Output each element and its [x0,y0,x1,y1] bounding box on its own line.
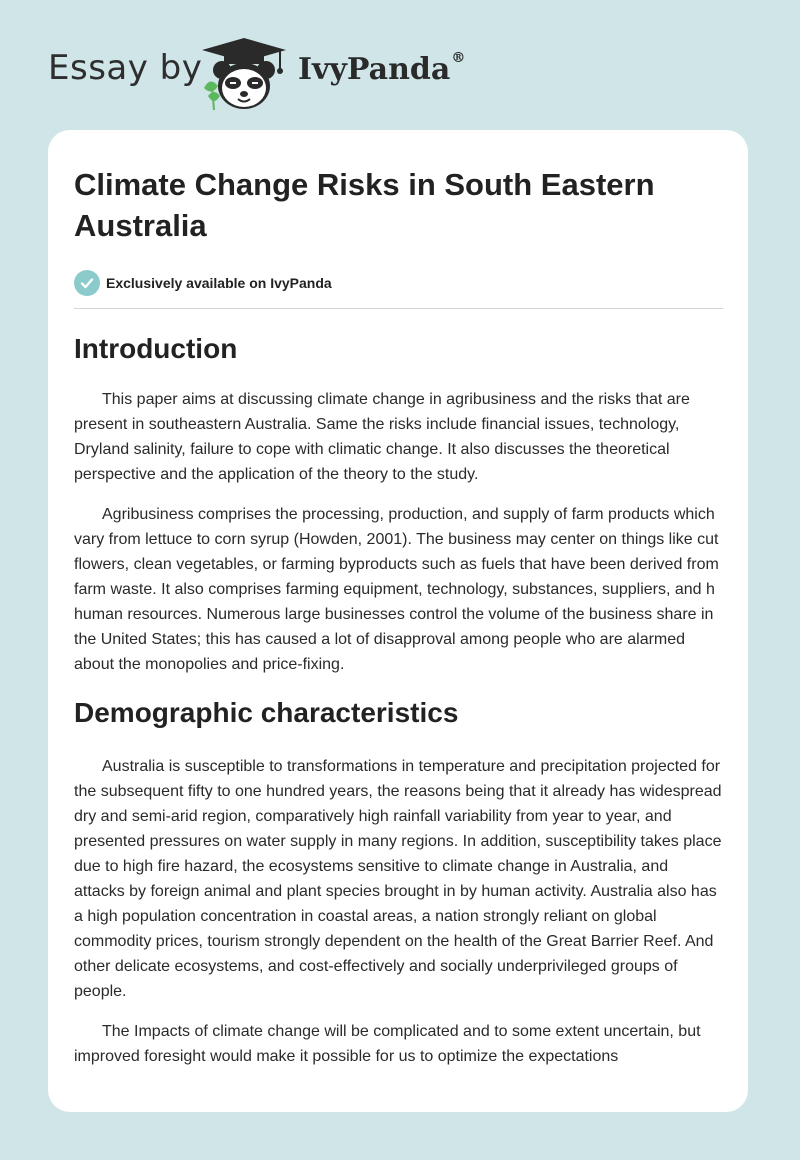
check-circle-icon [74,270,100,296]
exclusive-badge-label: Exclusively available on IvyPanda [106,275,332,291]
paragraph: Agribusiness comprises the processing, production, and supply of farm products which vary from lettuce to corn syrup (Howden, 2001). The business may center on things like cut flowers, clean vegetables, or farming byproducts such as fuels that have been derived from farm waste. It also comprises farming equipment, technology, substances, suppliers, and h human resources. Numerous large businesses control the volume of the business share in the United States; this has caused a lot of disapproval among people who are alarmed about the monopolies and price-fixing. [74,506,719,673]
essay-by-label: Essay by [48,48,203,88]
paragraph: The Impacts of climate change will be complicated and to some extent uncertain, but improved foresight would make it possible for us to optimize the expectations [74,1023,701,1065]
panda-graduate-logo-icon[interactable] [200,36,292,112]
section-heading-demographic-characteristics: Demographic characteristics [74,697,459,728]
exclusive-badge [74,270,723,296]
paragraph: Australia is susceptible to transformations in temperature and precipitation projected for the subsequent fifty to one hundred years, the reasons being that it already has widespread dry and semi-arid region, comparatively high rainfall variability from year to year, and presented pressures on water supply in many regions. In addition, susceptibility takes place due to high fire hazard, the ecosystems sensitive to climate change in Australia, and attacks by foreign animal and plant species brought in by human activity. Australia also has a high population concentration in coastal areas, a nation strongly reliant on global commodity prices, tourism strongly dependent on the health of the Great Barrier Reef. And other delicate ecosystems, and cost-effectively and socially underprivileged groups of people. [74,758,722,1000]
brand-name-text: IvyPanda [298,52,451,87]
registered-mark: ® [451,50,466,66]
essay-card [48,130,748,1112]
divider [74,308,723,309]
site-header [0,0,800,130]
brand-name[interactable] [298,52,465,87]
section-heading-introduction: Introduction [74,333,238,364]
page-title: Climate Change Risks in South Eastern Australia [74,167,655,243]
paragraph: This paper aims at discussing climate change in agribusiness and the risks that are present in southeastern Australia. Same the risks include financial issues, technology, Dryland salinity, failure to cope with climatic change. It also discusses the theoretical perspective and the application of the theory to the study. [74,391,690,483]
essay-content [74,130,723,1069]
